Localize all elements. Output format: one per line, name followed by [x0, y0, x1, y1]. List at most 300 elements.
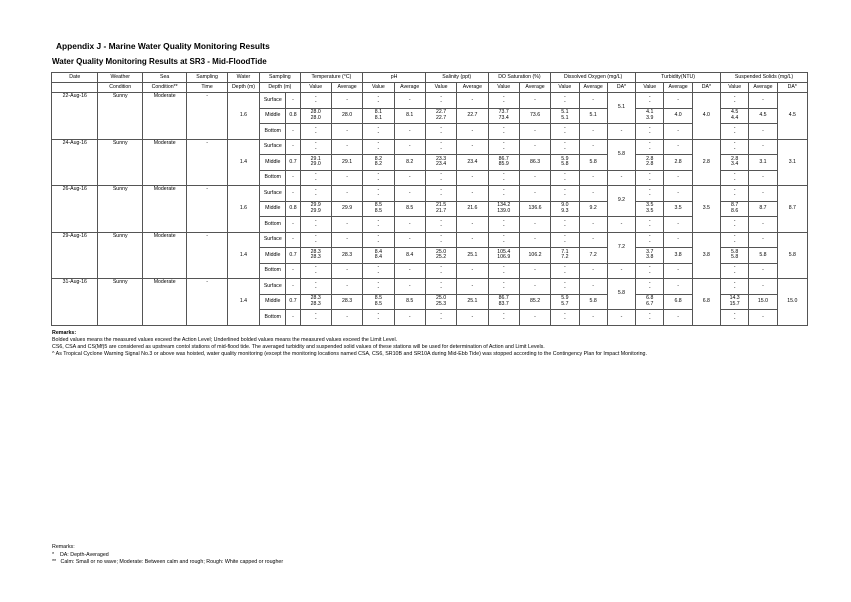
ss-value-cell: - -	[721, 217, 749, 233]
dos-value-cell: 73.7 73.4	[488, 108, 519, 124]
do-da-cell: 9.2	[607, 186, 635, 217]
dos-value-cell: - -	[488, 232, 519, 248]
sampling-depth-cell: 0.8	[286, 201, 300, 217]
turbidity-value-cell: - -	[636, 279, 664, 295]
sal-value-cell: - -	[425, 217, 456, 233]
footnotes-block	[52, 544, 283, 567]
sal-value-cell: - -	[425, 170, 456, 186]
weather-cell: Sunny	[98, 279, 142, 326]
sal-average-cell: 23.4	[457, 155, 488, 171]
turbidity-da-cell: 3.8	[692, 232, 720, 279]
dos-value-cell: 86.7 85.9	[488, 155, 519, 171]
temp-value-cell: - -	[300, 186, 331, 202]
sampling-depth-cell: -	[286, 93, 300, 109]
sal-average-cell: -	[457, 232, 488, 248]
header-dissolved-oxygen: Dissolved Oxygen (mg/L)	[551, 73, 636, 83]
turbidity-value-cell: - -	[636, 263, 664, 279]
sampling-depth-cell: 0.7	[286, 248, 300, 264]
temp-average-cell: -	[331, 310, 362, 326]
sampling-depth-cell: -	[286, 170, 300, 186]
do-da-cell: -	[607, 170, 635, 186]
sal-average-cell: 25.1	[457, 248, 488, 264]
do-average-cell: -	[579, 170, 607, 186]
sea-condition-cell: Moderate	[142, 93, 186, 140]
header-water-depth-2: Depth (m)	[227, 83, 259, 93]
ph-average-cell: 8.5	[394, 294, 425, 310]
temp-average-cell: 28.0	[331, 108, 362, 124]
sampling-depth-cell: -	[286, 186, 300, 202]
do-average-cell: -	[579, 186, 607, 202]
turbidity-value-cell: 6.8 6.7	[636, 294, 664, 310]
date-cell: 22-Aug-16	[52, 93, 98, 140]
remarks-line: Bolded values means the measured values exceed the Action Level; Underlined bolded values means the measured values exceed the Limit Level.	[52, 337, 398, 343]
turbidity-average-cell: -	[664, 139, 692, 155]
turbidity-value-cell: 2.8 2.8	[636, 155, 664, 171]
do-average-cell: -	[579, 217, 607, 233]
header-temperature: Temperature (°C)	[300, 73, 363, 83]
sal-value-cell: 23.3 23.4	[425, 155, 456, 171]
ph-average-cell: -	[394, 170, 425, 186]
weather-cell: Sunny	[98, 93, 142, 140]
header-sea-2: Condition**	[142, 83, 186, 93]
header-average: Average	[519, 83, 550, 93]
ph-average-cell: -	[394, 124, 425, 140]
appendix-title: Appendix J - Marine Water Quality Monitoring Results	[56, 41, 270, 51]
header-da: DA*	[692, 83, 720, 93]
header-average: Average	[331, 83, 362, 93]
do-da-cell: -	[607, 217, 635, 233]
water-depth-cell: 1.4	[227, 139, 259, 186]
ss-value-cell: - -	[721, 170, 749, 186]
dos-value-cell: 105.4 106.9	[488, 248, 519, 264]
turbidity-average-cell: -	[664, 93, 692, 109]
water-depth-cell: 1.4	[227, 232, 259, 279]
dos-average-cell: -	[519, 93, 550, 109]
dos-average-cell: -	[519, 263, 550, 279]
remarks-heading: Remarks:	[52, 330, 77, 336]
dos-value-cell: 86.7 83.7	[488, 294, 519, 310]
dos-average-cell: -	[519, 310, 550, 326]
footnote-line: ** Calm: Small or no wave; Moderate: Between calm and rough; Rough: White capped or rougher	[52, 559, 284, 565]
header-average: Average	[394, 83, 425, 93]
do-value-cell: - -	[551, 217, 579, 233]
ph-average-cell: -	[394, 232, 425, 248]
turbidity-average-cell: 3.8	[664, 248, 692, 264]
sampling-level-cell: Surface	[260, 232, 286, 248]
ph-average-cell: -	[394, 279, 425, 295]
ss-value-cell: 2.8 3.4	[721, 155, 749, 171]
header-water-depth: Water	[227, 73, 259, 83]
sal-average-cell: 22.7	[457, 108, 488, 124]
ph-value-cell: - -	[363, 170, 394, 186]
temp-average-cell: -	[331, 217, 362, 233]
sampling-level-cell: Middle	[260, 248, 286, 264]
sampling-depth-cell: -	[286, 232, 300, 248]
sampling-level-cell: Bottom	[260, 124, 286, 140]
water-depth-cell: 1.6	[227, 186, 259, 233]
ss-average-cell: 8.7	[749, 201, 777, 217]
table-row	[52, 93, 808, 109]
sal-average-cell: -	[457, 124, 488, 140]
ss-value-cell: - -	[721, 124, 749, 140]
ss-average-cell: -	[749, 217, 777, 233]
ss-da-cell: 4.5	[777, 93, 807, 140]
sal-value-cell: - -	[425, 310, 456, 326]
dos-average-cell: 85.2	[519, 294, 550, 310]
do-da-cell: -	[607, 310, 635, 326]
turbidity-da-cell: 2.8	[692, 139, 720, 186]
ss-average-cell: -	[749, 124, 777, 140]
turbidity-value-cell: 3.7 3.8	[636, 248, 664, 264]
temp-value-cell: - -	[300, 263, 331, 279]
sampling-level-cell: Middle	[260, 155, 286, 171]
temp-average-cell: -	[331, 170, 362, 186]
temp-value-cell: - -	[300, 232, 331, 248]
ss-value-cell: 4.5 4.4	[721, 108, 749, 124]
sal-average-cell: 25.1	[457, 294, 488, 310]
ss-da-cell: 8.7	[777, 186, 807, 233]
ph-value-cell: - -	[363, 217, 394, 233]
dos-average-cell: 73.6	[519, 108, 550, 124]
ph-value-cell: - -	[363, 124, 394, 140]
ph-average-cell: -	[394, 310, 425, 326]
temp-value-cell: - -	[300, 170, 331, 186]
turbidity-average-cell: -	[664, 232, 692, 248]
temp-value-cell: - -	[300, 124, 331, 140]
header-value: Value	[488, 83, 519, 93]
date-cell: 31-Aug-16	[52, 279, 98, 326]
ss-value-cell: 5.8 5.8	[721, 248, 749, 264]
header-average: Average	[457, 83, 488, 93]
ss-da-cell: 5.8	[777, 232, 807, 279]
dos-average-cell: -	[519, 232, 550, 248]
sampling-depth-cell: -	[286, 139, 300, 155]
temp-value-cell: - -	[300, 93, 331, 109]
turbidity-average-cell: 6.8	[664, 294, 692, 310]
date-cell: 29-Aug-16	[52, 232, 98, 279]
dos-value-cell: - -	[488, 217, 519, 233]
turbidity-average-cell: -	[664, 279, 692, 295]
table-row	[52, 139, 808, 155]
ss-average-cell: 15.0	[749, 294, 777, 310]
sampling-depth-cell: -	[286, 279, 300, 295]
sampling-level-cell: Middle	[260, 201, 286, 217]
ss-average-cell: -	[749, 279, 777, 295]
do-da-cell: 7.2	[607, 232, 635, 263]
temp-value-cell: - -	[300, 310, 331, 326]
footnotes-heading: Remarks:	[52, 544, 75, 550]
sampling-depth-cell: -	[286, 263, 300, 279]
header-value: Value	[636, 83, 664, 93]
ss-value-cell: 8.7 8.6	[721, 201, 749, 217]
temp-value-cell: - -	[300, 217, 331, 233]
header-sampling-time-2: Time	[187, 83, 227, 93]
ph-average-cell: -	[394, 93, 425, 109]
weather-cell: Sunny	[98, 139, 142, 186]
header-sampling-depth-2: Depth (m)	[260, 83, 300, 93]
header-value: Value	[551, 83, 579, 93]
turbidity-average-cell: -	[664, 310, 692, 326]
do-average-cell: 7.2	[579, 248, 607, 264]
ss-value-cell: - -	[721, 232, 749, 248]
ss-da-cell: 3.1	[777, 139, 807, 186]
sampling-time-cell: -	[187, 279, 227, 326]
header-value: Value	[425, 83, 456, 93]
remarks-block	[52, 330, 647, 358]
temp-average-cell: -	[331, 232, 362, 248]
turbidity-average-cell: -	[664, 170, 692, 186]
dos-value-cell: - -	[488, 186, 519, 202]
sampling-level-cell: Middle	[260, 108, 286, 124]
sampling-depth-cell: -	[286, 124, 300, 140]
sal-value-cell: - -	[425, 124, 456, 140]
header-average: Average	[664, 83, 692, 93]
sal-value-cell: - -	[425, 232, 456, 248]
sampling-level-cell: Surface	[260, 279, 286, 295]
do-average-cell: -	[579, 93, 607, 109]
ph-average-cell: -	[394, 186, 425, 202]
water-depth-cell: 1.4	[227, 279, 259, 326]
ss-average-cell: -	[749, 93, 777, 109]
dos-value-cell: - -	[488, 93, 519, 109]
temp-average-cell: -	[331, 186, 362, 202]
do-average-cell: -	[579, 279, 607, 295]
ss-value-cell: 14.3 15.7	[721, 294, 749, 310]
sampling-time-cell: -	[187, 186, 227, 233]
dos-average-cell: -	[519, 279, 550, 295]
turbidity-value-cell: - -	[636, 232, 664, 248]
sal-value-cell: - -	[425, 279, 456, 295]
sal-value-cell: 22.7 22.7	[425, 108, 456, 124]
sampling-depth-cell: 0.7	[286, 294, 300, 310]
do-value-cell: - -	[551, 232, 579, 248]
sampling-level-cell: Surface	[260, 186, 286, 202]
header-salinity: Salinity (ppt)	[425, 73, 488, 83]
water-quality-table	[51, 72, 808, 326]
remarks-line: CS6, CSA and CS(Mf)5 are considered as upstream contol stations of mid-flood tide. The averaged turbidity and suspended solid values of these stations will be used for determination of Action and Limit Levels.	[52, 344, 545, 350]
do-average-cell: -	[579, 263, 607, 279]
header-date-blank	[52, 83, 98, 93]
do-average-cell: -	[579, 124, 607, 140]
header-weather-2: Condition	[98, 83, 142, 93]
header-date: Date	[52, 73, 98, 83]
temp-average-cell: -	[331, 124, 362, 140]
ss-average-cell: -	[749, 139, 777, 155]
ph-value-cell: - -	[363, 139, 394, 155]
do-value-cell: 7.1 7.2	[551, 248, 579, 264]
ph-value-cell: - -	[363, 186, 394, 202]
header-value: Value	[721, 83, 749, 93]
do-value-cell: - -	[551, 263, 579, 279]
ph-value-cell: - -	[363, 310, 394, 326]
header-suspended-solids: Suspended Solids (mg/L)	[721, 73, 808, 83]
ss-value-cell: - -	[721, 139, 749, 155]
sal-average-cell: -	[457, 217, 488, 233]
weather-cell: Sunny	[98, 232, 142, 279]
turbidity-value-cell: - -	[636, 217, 664, 233]
header-weather: Weather	[98, 73, 142, 83]
temp-value-cell: - -	[300, 279, 331, 295]
sal-average-cell: -	[457, 279, 488, 295]
temp-value-cell: 28.3 28.3	[300, 248, 331, 264]
dos-value-cell: - -	[488, 170, 519, 186]
turbidity-value-cell: 4.1 3.9	[636, 108, 664, 124]
ss-average-cell: 3.1	[749, 155, 777, 171]
turbidity-average-cell: 3.5	[664, 201, 692, 217]
do-value-cell: - -	[551, 279, 579, 295]
dos-value-cell: - -	[488, 279, 519, 295]
sal-value-cell: - -	[425, 186, 456, 202]
date-cell: 24-Aug-16	[52, 139, 98, 186]
ss-average-cell: -	[749, 186, 777, 202]
ph-average-cell: -	[394, 263, 425, 279]
sampling-level-cell: Middle	[260, 294, 286, 310]
header-average: Average	[749, 83, 777, 93]
temp-average-cell: -	[331, 93, 362, 109]
sampling-level-cell: Bottom	[260, 170, 286, 186]
turbidity-average-cell: -	[664, 186, 692, 202]
sea-condition-cell: Moderate	[142, 279, 186, 326]
sal-value-cell: - -	[425, 93, 456, 109]
ph-value-cell: - -	[363, 232, 394, 248]
table-row	[52, 186, 808, 202]
ph-average-cell: 8.2	[394, 155, 425, 171]
header-do-saturation: DO Saturation (%)	[488, 73, 551, 83]
ph-value-cell: 8.5 8.5	[363, 294, 394, 310]
turbidity-value-cell: - -	[636, 139, 664, 155]
table-row	[52, 279, 808, 295]
turbidity-value-cell: - -	[636, 310, 664, 326]
header-da: DA*	[777, 83, 807, 93]
ss-value-cell: - -	[721, 263, 749, 279]
temp-average-cell: 28.3	[331, 294, 362, 310]
sea-condition-cell: Moderate	[142, 186, 186, 233]
header-value: Value	[300, 83, 331, 93]
dos-average-cell: 86.3	[519, 155, 550, 171]
header-sampling-depth: Sampling	[260, 73, 300, 83]
sal-value-cell: 25.0 25.2	[425, 248, 456, 264]
turbidity-average-cell: -	[664, 124, 692, 140]
sampling-level-cell: Surface	[260, 93, 286, 109]
ph-value-cell: 8.5 8.5	[363, 201, 394, 217]
turbidity-value-cell: - -	[636, 124, 664, 140]
turbidity-da-cell: 3.5	[692, 186, 720, 233]
ph-value-cell: - -	[363, 263, 394, 279]
do-value-cell: - -	[551, 124, 579, 140]
do-average-cell: 5.1	[579, 108, 607, 124]
do-value-cell: 9.0 9.3	[551, 201, 579, 217]
ph-average-cell: -	[394, 217, 425, 233]
ss-average-cell: 5.8	[749, 248, 777, 264]
dos-value-cell: - -	[488, 310, 519, 326]
turbidity-da-cell: 6.8	[692, 279, 720, 326]
temp-average-cell: -	[331, 139, 362, 155]
table-title: Water Quality Monitoring Results at SR3 - Mid-FloodTide	[52, 57, 267, 66]
temp-average-cell: 28.3	[331, 248, 362, 264]
do-value-cell: 5.9 5.8	[551, 155, 579, 171]
ph-value-cell: 8.4 8.4	[363, 248, 394, 264]
water-depth-cell: 1.6	[227, 93, 259, 140]
turbidity-value-cell: 3.5 3.5	[636, 201, 664, 217]
header-average: Average	[579, 83, 607, 93]
ph-value-cell: 8.2 8.2	[363, 155, 394, 171]
header-value: Value	[363, 83, 394, 93]
temp-value-cell: 28.0 28.0	[300, 108, 331, 124]
do-value-cell: - -	[551, 310, 579, 326]
ss-value-cell: - -	[721, 279, 749, 295]
ph-average-cell: 8.5	[394, 201, 425, 217]
sampling-depth-cell: 0.8	[286, 108, 300, 124]
dos-average-cell: -	[519, 124, 550, 140]
do-da-cell: -	[607, 263, 635, 279]
do-value-cell: - -	[551, 186, 579, 202]
do-average-cell: -	[579, 310, 607, 326]
header-sea: Sea	[142, 73, 186, 83]
sal-value-cell: - -	[425, 263, 456, 279]
date-cell: 26-Aug-16	[52, 186, 98, 233]
do-value-cell: - -	[551, 139, 579, 155]
table-row	[52, 232, 808, 248]
header-sampling-time: Sampling	[187, 73, 227, 83]
turbidity-average-cell: -	[664, 263, 692, 279]
sea-condition-cell: Moderate	[142, 139, 186, 186]
temp-average-cell: -	[331, 263, 362, 279]
sal-average-cell: -	[457, 93, 488, 109]
ss-average-cell: -	[749, 310, 777, 326]
header-da: DA*	[607, 83, 635, 93]
sampling-depth-cell: -	[286, 217, 300, 233]
ss-average-cell: -	[749, 263, 777, 279]
sampling-time-cell: -	[187, 93, 227, 140]
sea-condition-cell: Moderate	[142, 232, 186, 279]
ss-value-cell: - -	[721, 186, 749, 202]
ph-value-cell: - -	[363, 279, 394, 295]
dos-average-cell: -	[519, 170, 550, 186]
turbidity-da-cell: 4.0	[692, 93, 720, 140]
dos-average-cell: -	[519, 139, 550, 155]
do-average-cell: -	[579, 139, 607, 155]
remarks-line: ^ As Tropical Cyclone Warning Signal No.3 or above was hoisted, water quality monitoring (except the monitoring locations named CSA, CS6, SR10B and SR10A during Mid-Ebb Tide) was stopped according to the Contingency Plan for Impact Monitoring.	[52, 351, 647, 357]
sal-value-cell: - -	[425, 139, 456, 155]
dos-value-cell: 134.2 139.0	[488, 201, 519, 217]
do-average-cell: 5.8	[579, 155, 607, 171]
ss-da-cell: 15.0	[777, 279, 807, 326]
sampling-level-cell: Bottom	[260, 310, 286, 326]
dos-value-cell: - -	[488, 139, 519, 155]
ss-average-cell: -	[749, 232, 777, 248]
turbidity-value-cell: - -	[636, 93, 664, 109]
sampling-time-cell: -	[187, 139, 227, 186]
turbidity-average-cell: 2.8	[664, 155, 692, 171]
temp-value-cell: 29.9 29.9	[300, 201, 331, 217]
turbidity-value-cell: - -	[636, 170, 664, 186]
temp-value-cell: - -	[300, 139, 331, 155]
sampling-level-cell: Surface	[260, 139, 286, 155]
ph-average-cell: 8.4	[394, 248, 425, 264]
do-da-cell: 5.1	[607, 93, 635, 124]
ph-average-cell: 8.1	[394, 108, 425, 124]
sampling-time-cell: -	[187, 232, 227, 279]
sal-value-cell: 25.0 25.3	[425, 294, 456, 310]
do-da-cell: 5.8	[607, 139, 635, 170]
do-value-cell: - -	[551, 93, 579, 109]
turbidity-value-cell: - -	[636, 186, 664, 202]
do-value-cell: 5.1 5.1	[551, 108, 579, 124]
dos-average-cell: 136.6	[519, 201, 550, 217]
sampling-level-cell: Bottom	[260, 217, 286, 233]
temp-average-cell: 29.9	[331, 201, 362, 217]
temp-average-cell: -	[331, 279, 362, 295]
